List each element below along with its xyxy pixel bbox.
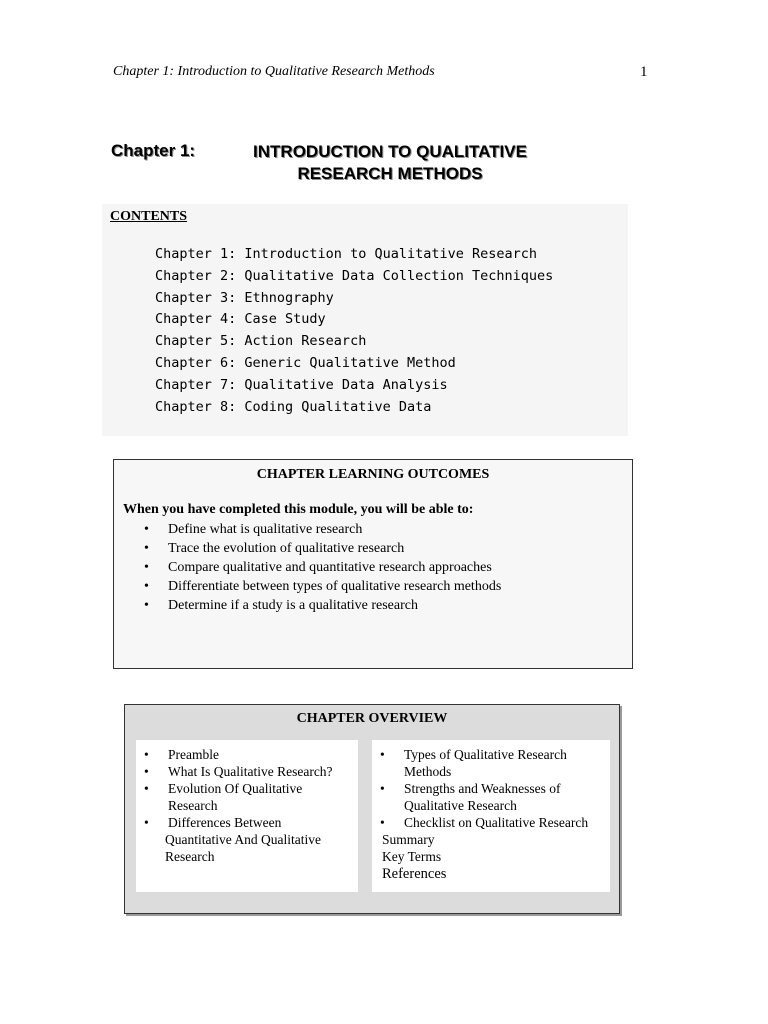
bullet-icon: • (144, 560, 149, 575)
chapter-title (230, 141, 550, 185)
bullet-icon: • (144, 781, 149, 796)
bullet-icon: • (380, 781, 385, 796)
contents-item: Chapter 1: Introduction to Qualitative Research (155, 246, 538, 262)
list-item: • Strengths and Weaknesses of Qualitative Research (380, 781, 561, 813)
overview-references: References (382, 866, 447, 882)
list-item (144, 539, 501, 558)
bullet-icon: • (144, 747, 149, 762)
list-item-text: Compare qualitative and quantitative research approaches (168, 560, 492, 575)
learning-outcomes-intro: When you have completed this module, you will be able to: (123, 502, 474, 517)
running-header: Chapter 1: Introduction to Qualitative Research Methods (113, 64, 435, 79)
contents-item: Chapter 3: Ethnography (155, 289, 334, 306)
list-item: • Evolution Of Qualitative Research (144, 781, 303, 813)
contents-box (102, 204, 628, 436)
list-item-text: Define what is qualitative research (168, 522, 363, 537)
list-item: • What Is Qualitative Research? (144, 764, 333, 779)
overview-key-terms: Key Terms (382, 849, 442, 864)
list-item: • Differences Between (144, 815, 282, 830)
chapter-overview-box (124, 704, 620, 914)
contents-item: Chapter 5: Action Research (155, 333, 367, 350)
list-item-continuation: Research (165, 849, 215, 864)
contents-item: Chapter 4: Case Study (155, 311, 326, 328)
overview-right-column (372, 740, 610, 892)
contents-list (155, 244, 553, 418)
learning-outcomes-box (113, 459, 633, 669)
chapter-title-line-2: RESEARCH METHODS (297, 164, 483, 183)
bullet-icon: • (144, 541, 149, 556)
page-number: 1 (640, 64, 648, 80)
list-item-text: Trace the evolution of qualitative research (168, 541, 405, 556)
contents-heading: CONTENTS (110, 209, 188, 224)
list-item: • Checklist on Qualitative Research (380, 815, 589, 830)
list-item (144, 577, 501, 596)
bullet-icon: • (380, 747, 385, 762)
list-item-text: Determine if a study is a qualitative research (168, 598, 418, 613)
list-item (144, 558, 501, 577)
bullet-icon: • (144, 522, 149, 537)
chapter-label: Chapter 1: (111, 141, 196, 160)
contents-item: Chapter 6: Generic Qualitative Method (155, 354, 456, 371)
contents-item: Chapter 8: Coding Qualitative Data (155, 398, 432, 415)
bullet-icon: • (144, 579, 149, 594)
bullet-icon: • (380, 815, 385, 830)
list-item-continuation: Quantitative And Qualitative (165, 832, 321, 847)
list-item (144, 596, 501, 615)
list-item (144, 520, 501, 539)
overview-summary: Summary (382, 832, 435, 847)
chapter-overview-heading: CHAPTER OVERVIEW (296, 711, 448, 726)
bullet-icon: • (144, 815, 149, 830)
learning-outcomes-list (144, 520, 501, 615)
contents-item: Chapter 7: Qualitative Data Analysis (155, 376, 448, 393)
bullet-icon: • (144, 598, 149, 613)
list-item-text: Differentiate between types of qualitative research methods (168, 579, 502, 594)
bullet-icon: • (144, 764, 149, 779)
list-item: • Types of Qualitative Research Methods (380, 747, 567, 779)
contents-item: Chapter 2: Qualitative Data Collection Techniques (155, 267, 554, 284)
chapter-title-line-1: INTRODUCTION TO QUALITATIVE (253, 142, 527, 161)
learning-outcomes-heading: CHAPTER LEARNING OUTCOMES (256, 467, 490, 482)
overview-left-column (136, 740, 358, 892)
list-item: • Preamble (144, 747, 219, 762)
